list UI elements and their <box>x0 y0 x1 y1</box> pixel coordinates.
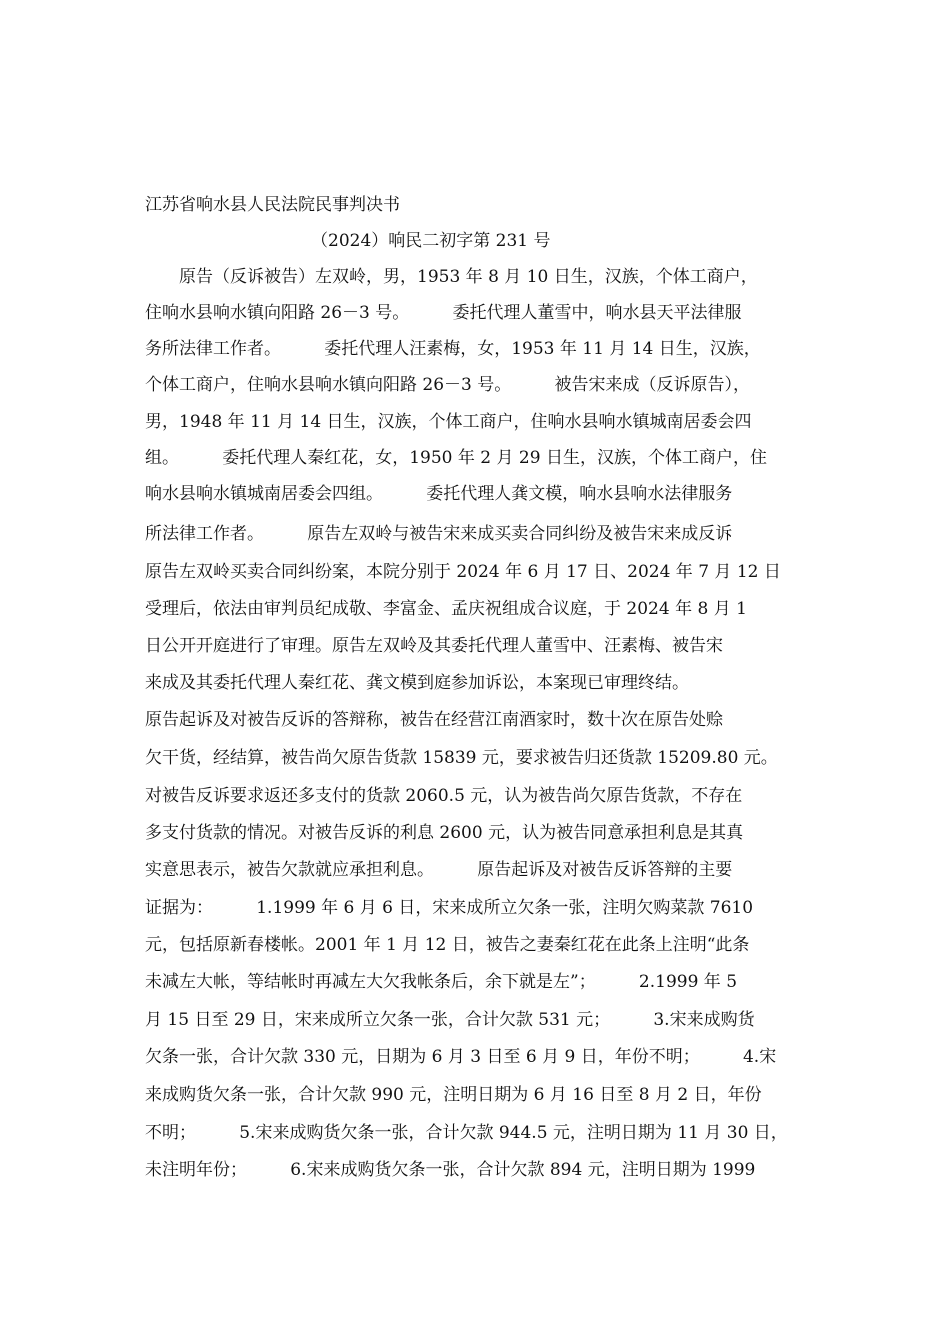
body-line: 欠干货，经结算，被告尚欠原告货款 15839 元，要求被告归还货款 15209.80 元。 <box>145 748 778 768</box>
body-line: 务所法律工作者。 委托代理人汪素梅，女，1953 年 11 月 14 日生，汉族， <box>145 339 761 359</box>
body-line: 住响水县响水镇向阳路 26－3 号。 委托代理人董雪中，响水县天平法律服 <box>145 303 742 323</box>
body-line: 原告（反诉被告）左双岭，男，1953 年 8 月 10 日生，汉族，个体工商户， <box>179 267 758 287</box>
body-line: 对被告反诉要求返还多支付的货款 2060.5 元，认为被告尚欠原告货款，不存在 <box>145 786 743 806</box>
body-line: 原告起诉及对被告反诉的答辩称，被告在经营江南酒家时，数十次在原告处赊 <box>145 710 723 730</box>
body-line: 多支付货款的情况。对被告反诉的利息 2600 元，认为被告同意承担利息是其真 <box>145 823 744 843</box>
body-line: 来成购货欠条一张，合计欠款 990 元，注明日期为 6 月 16 日至 8 月 2 日，年份 <box>145 1085 762 1105</box>
body-line: 日公开开庭进行了审理。原告左双岭及其委托代理人董雪中、汪素梅、被告宋 <box>145 636 723 656</box>
body-line: 受理后，依法由审判员纪成敬、李富金、孟庆祝组成合议庭，于 2024 年 8 月 1 <box>145 599 747 619</box>
body-line: 个体工商户，住响水县响水镇向阳路 26－3 号。 被告宋来成（反诉原告）， <box>145 375 750 395</box>
body-line: 未减左大帐，等结帐时再减左大欠我帐条后，余下就是左”； 2.1999 年 5 <box>145 972 738 992</box>
body-line: 月 15 日至 29 日，宋来成所立欠条一张，合计欠款 531 元； 3.宋来成购货 <box>145 1010 755 1030</box>
body-line: 响水县响水镇城南居委会四组。 委托代理人龚文模，响水县响水法律服务 <box>145 484 733 504</box>
body-line: 实意思表示，被告欠款就应承担利息。 原告起诉及对被告反诉答辩的主要 <box>145 860 733 880</box>
body-line: 原告左双岭买卖合同纠纷案，本院分别于 2024 年 6 月 17 日、2024 年 7 月 12 日 <box>145 562 781 582</box>
body-line: 男，1948 年 11 月 14 日生，汉族，个体工商户，住响水县响水镇城南居委会四 <box>145 412 752 432</box>
body-line: 元，包括原新春楼帐。2001 年 1 月 12 日，被告之妻秦红花在此条上注明“此条 <box>145 935 750 955</box>
body-line: 欠条一张，合计欠款 330 元，日期为 6 月 3 日至 6 月 9 日，年份不明； 4.宋 <box>145 1047 777 1067</box>
body-line: 证据为： 1.1999 年 6 月 6 日，宋来成所立欠条一张，注明欠购菜款 7610 <box>145 898 754 918</box>
body-line: 不明； 5.宋来成购货欠条一张，合计欠款 944.5 元，注明日期为 11 月 30 日， <box>145 1123 788 1143</box>
body-line: 组。 委托代理人秦红花，女，1950 年 2 月 29 日生，汉族，个体工商户，住 <box>145 448 767 468</box>
body-line: 未注明年份； 6.宋来成购货欠条一张，合计欠款 894 元，注明日期为 1999 <box>145 1160 756 1180</box>
case-number: （2024）响民二初字第 231 号 <box>311 231 551 251</box>
judgment-title: 江苏省响水县人民法院民事判决书 <box>145 195 400 215</box>
body-line: 所法律工作者。 原告左双岭与被告宋来成买卖合同纠纷及被告宋来成反诉 <box>145 524 733 544</box>
body-line: 来成及其委托代理人秦红花、龚文模到庭参加诉讼，本案现已审理终结。 <box>145 673 689 693</box>
